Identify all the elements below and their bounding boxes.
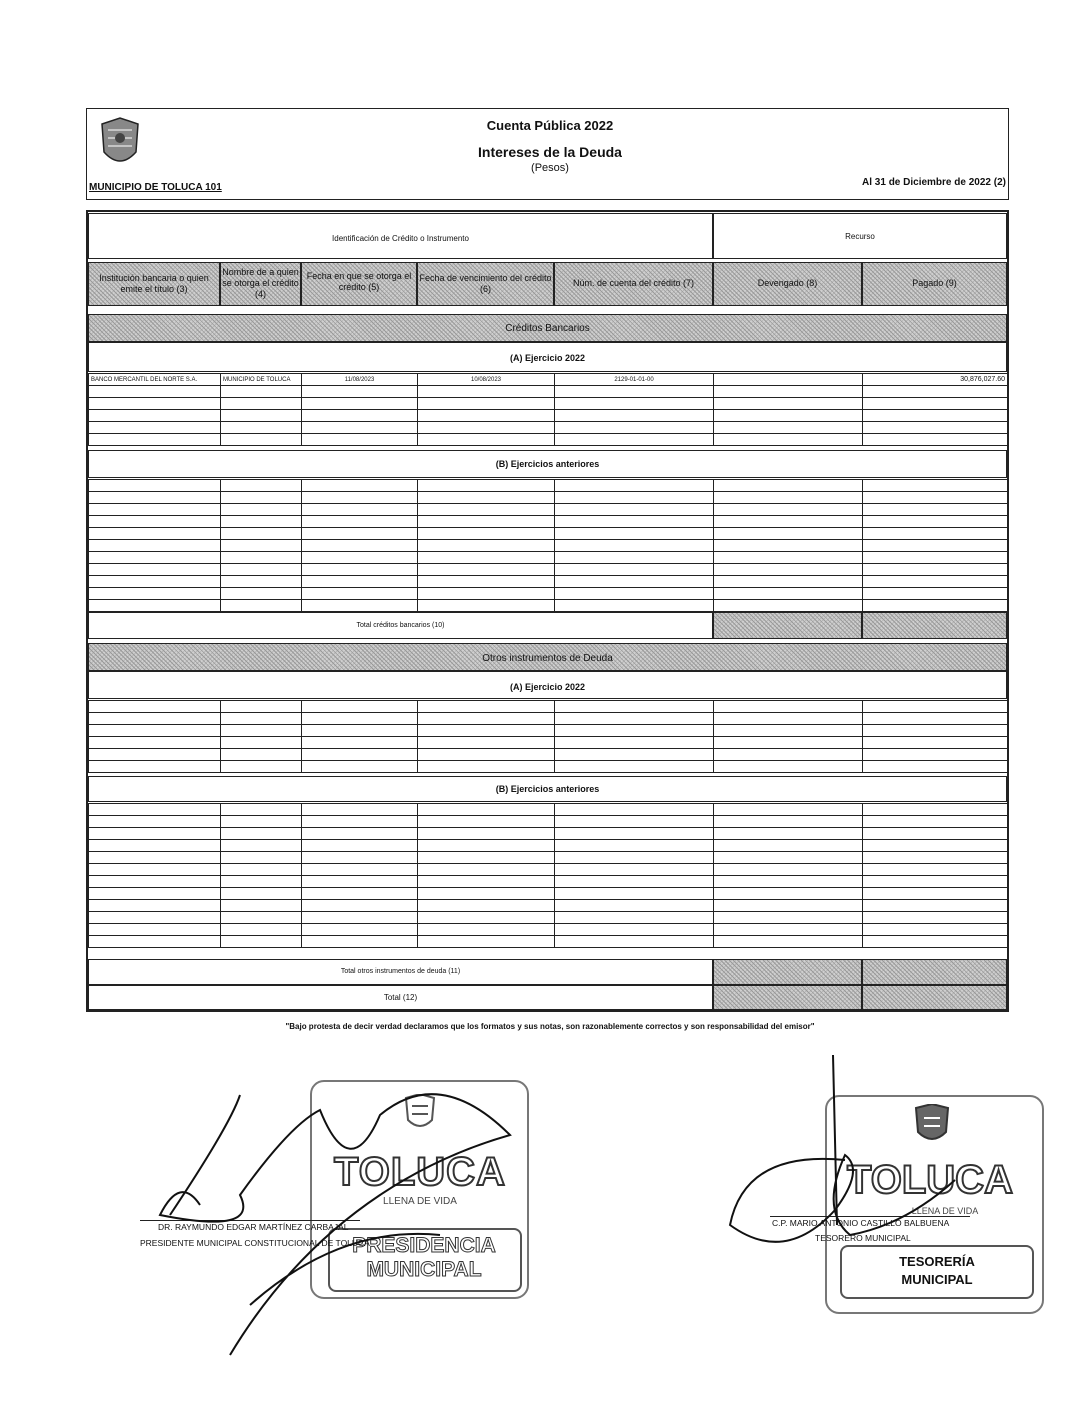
table-row — [89, 828, 1008, 840]
group-header-identificacion-label: Identificación de Crédito o Instrumento — [332, 234, 469, 243]
group-header-identificacion — [88, 213, 713, 259]
section-creditos-bancarios — [88, 314, 1007, 342]
table-row — [89, 564, 1008, 576]
table-row — [89, 480, 1008, 492]
subsection-creditos-2022-label: (A) Ejercicio 2022 — [509, 353, 586, 363]
report-date-note: (2) — [993, 177, 1006, 188]
col-header-pagado — [862, 262, 1007, 306]
table-row — [89, 888, 1008, 900]
table-row — [89, 528, 1008, 540]
cell-fecha-otorga: 11/08/2023 — [302, 374, 418, 386]
col-header-nombre-label: Nombre de a quien se otorga el crédito (4) — [222, 267, 299, 299]
table-row — [89, 398, 1008, 410]
stamp-right-city: TOLUCA — [847, 1158, 1013, 1202]
table-row — [89, 422, 1008, 434]
stamp-right-motto: LLENA DE VIDA — [911, 1206, 979, 1216]
subsection-otros-anteriores-label: (B) Ejercicios anteriores — [495, 784, 600, 794]
table-row — [89, 725, 1008, 737]
table-row — [89, 552, 1008, 564]
table-row — [89, 816, 1008, 828]
section-otros-instrumentos — [88, 643, 1007, 671]
stamp-left-city: TOLUCA — [334, 1150, 506, 1194]
table-row — [89, 540, 1008, 552]
grand-total-devengado — [713, 985, 862, 1010]
total-otros-label: Total otros instrumentos de deuda (11) — [340, 968, 461, 975]
table-row — [89, 492, 1008, 504]
cell-cuenta: 2129-01-01-00 — [555, 374, 714, 386]
cell-institucion: BANCO MERCANTIL DEL NORTE S.A. — [89, 374, 221, 386]
subsection-otros-2022 — [88, 671, 1007, 699]
table-row — [89, 701, 1008, 713]
col-header-nombre — [220, 262, 301, 306]
col-header-fecha-vence — [417, 262, 554, 306]
coat-of-arms-icon — [98, 116, 142, 172]
table-row — [89, 410, 1008, 422]
group-header-recurso — [713, 213, 1007, 259]
signature-left-name: DR. RAYMUNDO EDGAR MARTÍNEZ CARBAJAL — [158, 1222, 349, 1232]
signature-left-scribble — [140, 1065, 540, 1375]
signature-right-title: TESORERO MUNICIPAL — [815, 1233, 911, 1243]
table-row — [89, 504, 1008, 516]
report-date-text: Al 31 de Diciembre de 2022 — [862, 177, 991, 188]
signature-left-title: PRESIDENTE MUNICIPAL CONSTITUCIONAL DE TOLUCA — [140, 1238, 370, 1248]
grand-total-row — [88, 985, 713, 1010]
table-row — [89, 600, 1008, 612]
report-title: Cuenta Pública 2022 — [486, 118, 614, 133]
col-header-institucion — [88, 262, 220, 306]
total-otros-row — [88, 959, 713, 985]
otros-2022-table — [88, 700, 1008, 773]
grand-total-pagado — [862, 985, 1007, 1010]
otros-anteriores-table — [88, 803, 1008, 948]
table-row — [89, 761, 1008, 773]
cell-devengado — [714, 374, 863, 386]
table-row — [89, 434, 1008, 446]
table-row — [89, 516, 1008, 528]
stamp-left-office: PRESIDENCIA MUNICIPAL — [352, 1234, 496, 1281]
table-row — [89, 737, 1008, 749]
table-row — [89, 852, 1008, 864]
col-header-pagado-label: Pagado (9) — [912, 278, 957, 288]
table-row — [89, 936, 1008, 948]
col-header-institucion-label: Institución bancaria o quien emite el título (3) — [99, 273, 209, 294]
table-row — [89, 924, 1008, 936]
creditos-2022-table — [88, 373, 1008, 446]
group-header-recurso-label: Recurso — [845, 232, 875, 241]
table-row — [89, 749, 1008, 761]
subsection-creditos-2022 — [88, 342, 1007, 372]
col-header-cuenta-label: Núm. de cuenta del crédito (7) — [572, 278, 695, 288]
cell-pagado: 30,876,027.60 — [863, 374, 1008, 386]
subsection-otros-2022-label: (A) Ejercicio 2022 — [509, 682, 586, 692]
subsection-creditos-anteriores — [88, 450, 1007, 478]
table-row — [89, 804, 1008, 816]
subsection-otros-anteriores — [88, 776, 1007, 802]
signature-right-name: C.P. MARIO ANTONIO CASTILLO BALBUENA — [772, 1218, 950, 1228]
total-creditos-pagado — [862, 612, 1007, 639]
col-header-devengado — [713, 262, 862, 306]
col-header-cuenta — [554, 262, 713, 306]
total-creditos-devengado — [713, 612, 862, 639]
table-row — [89, 876, 1008, 888]
col-header-fecha-vence-label: Fecha de vencimiento del crédito (6) — [419, 273, 552, 294]
table-row — [89, 912, 1008, 924]
stamp-left-motto: LLENA DE VIDA — [383, 1196, 457, 1207]
grand-total-label: Total (12) — [383, 993, 418, 1002]
col-header-fecha-otorga-label: Fecha en que se otorga el crédito (5) — [306, 271, 412, 292]
table-row — [89, 900, 1008, 912]
cell-nombre: MUNICIPIO DE TOLUCA — [221, 374, 302, 386]
subsection-creditos-anteriores-label: (B) Ejercicios anteriores — [495, 459, 600, 469]
table-row — [89, 588, 1008, 600]
entity-name: MUNICIPIO DE TOLUCA 101 — [89, 182, 222, 193]
section-creditos-bancarios-label: Créditos Bancarios — [505, 323, 590, 334]
table-row — [89, 864, 1008, 876]
report-date — [780, 177, 1006, 188]
report-units: (Pesos) — [531, 162, 569, 174]
col-header-devengado-label: Devengado (8) — [757, 278, 818, 288]
col-header-fecha-otorga — [301, 262, 417, 306]
table-row — [89, 713, 1008, 725]
table-row — [89, 386, 1008, 398]
table-row — [89, 576, 1008, 588]
total-creditos-label: Total créditos bancarios (10) — [356, 622, 445, 629]
table-row — [89, 840, 1008, 852]
footer-disclaimer: "Bajo protesta de decir verdad declaramos que los formatos y sus notas, son razonablemente correctos y son responsabilidad del emisor" — [285, 1022, 815, 1031]
table-row — [89, 374, 1008, 386]
signature-right-scribble — [725, 1050, 1055, 1315]
section-otros-instrumentos-label: Otros instrumentos de Deuda — [482, 653, 613, 664]
total-otros-pagado — [862, 959, 1007, 985]
total-otros-devengado — [713, 959, 862, 985]
stamp-right-office: TESORERÍA MUNICIPAL — [899, 1254, 975, 1287]
total-creditos-row — [88, 612, 713, 639]
report-subtitle: Intereses de la Deuda — [478, 144, 622, 160]
creditos-anteriores-table — [88, 479, 1008, 612]
cell-fecha-vence: 10/08/2023 — [418, 374, 555, 386]
